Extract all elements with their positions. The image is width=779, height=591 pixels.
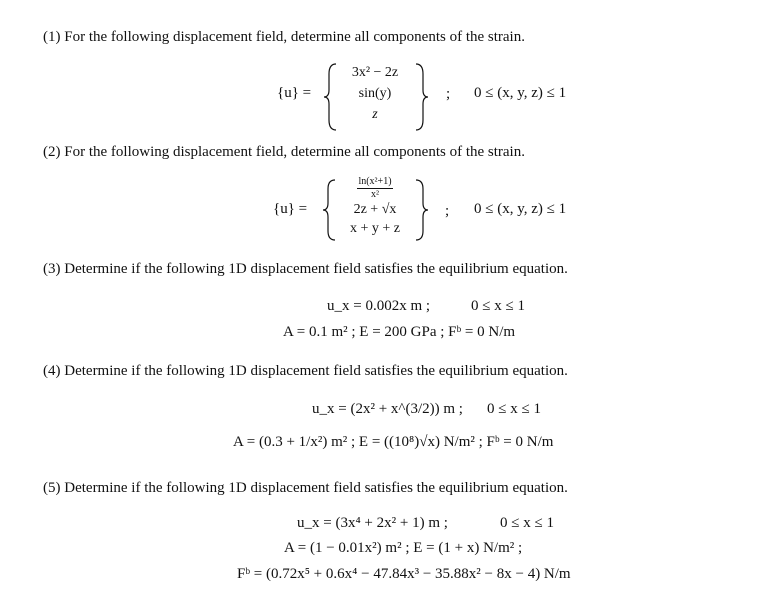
left-brace-icon	[321, 178, 337, 242]
right-brace-icon	[414, 62, 430, 132]
problem-1-separator: ;	[446, 86, 451, 102]
problem-3-displacement: u_x = 0.002x m ;	[327, 298, 431, 314]
problem-5-body-force: Fᵇ = (0.72x⁵ + 0.6x⁴ − 47.84x³ − 35.88x² − 8x − 4) N/m	[237, 566, 571, 582]
problem-2-separator: ;	[445, 203, 450, 219]
problem-3-domain: 0 ≤ x ≤ 1	[471, 298, 525, 314]
fraction: $\frac{\text{ln(x²+1)}}{\text{x²}}$	[358, 176, 392, 200]
problem-4-displacement: u_x = (2x² + x^(3/2)) m ;	[312, 401, 463, 417]
problem-4-domain: 0 ≤ x ≤ 1	[487, 401, 541, 417]
problem-2-domain: 0 ≤ (x, y, z) ≤ 1	[474, 201, 567, 217]
problem-2-statement: (2) For the following displacement field, determine all components of the strain.	[43, 144, 525, 160]
left-brace-icon	[322, 62, 338, 132]
problem-1-domain: 0 ≤ (x, y, z) ≤ 1	[474, 85, 567, 101]
problem-2-lhs: {u} =	[273, 201, 308, 217]
problem-5-domain: 0 ≤ x ≤ 1	[500, 515, 554, 531]
problem-1-lhs: {u} =	[277, 85, 312, 101]
problem-5-properties: A = (1 − 0.01x²) m² ; E = (1 + x) N/m² ;	[284, 540, 523, 556]
problem-5-displacement: u_x = (3x⁴ + 2x² + 1) m ;	[297, 515, 448, 531]
problem-3-statement: (3) Determine if the following 1D displacement field satisfies the equilibrium equation.	[43, 261, 568, 277]
problem-4-statement: (4) Determine if the following 1D displacement field satisfies the equilibrium equation.	[43, 363, 568, 379]
problem-2-vector: $\frac{\text{ln(x²+1)}}{\text{x²}}$ 2z + √x x + y + z	[349, 176, 400, 236]
problem-5-statement: (5) Determine if the following 1D displacement field satisfies the equilibrium equation.	[43, 480, 568, 496]
problem-1-statement: (1) For the following displacement field, determine all components of the strain.	[43, 29, 525, 45]
problem-4-properties: A = (0.3 + 1/x²) m² ; E = ((10⁸)√x) N/m² ; Fᵇ = 0 N/m	[233, 434, 554, 450]
right-brace-icon	[414, 178, 430, 242]
problem-3-properties: A = 0.1 m² ; E = 200 GPa ; Fᵇ = 0 N/m	[283, 324, 516, 340]
problem-1-vector: 3x² − 2z sin(y) z	[351, 65, 399, 122]
